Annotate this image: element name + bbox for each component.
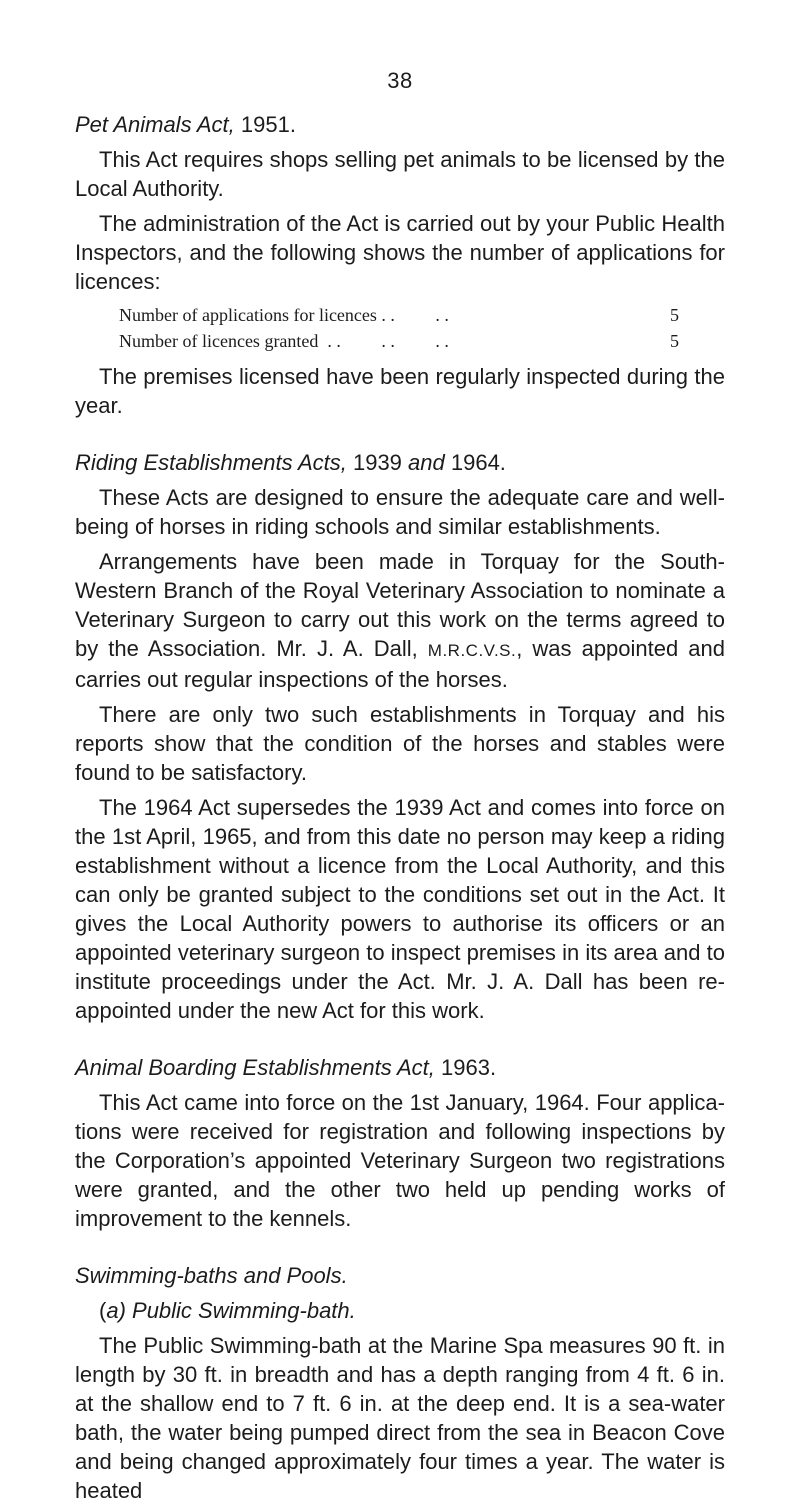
swimming-subheading — [75, 1296, 725, 1325]
boarding-paragraph-1: This Act came into force on the 1st January, 1964. Four applications were received for registration and following inspections by the Corporation’s appointed Veterinary Surgeon two registrations were granted, and the other two held up pending works of improvement to the kennels. — [75, 1090, 725, 1231]
swimming-paragraph-1: The Public Swimming-bath at the Marine Spa measures 90 ft. in length by 30 ft. in breadth and has a depth ranging from 4 ft. 6 in. at the shallow end to 7 ft. 6 in. at the deep end. It is a sea-water bath, the water being pumped direct from the sea in Beacon Cove and being changed approximately four times a year. The water is heated — [75, 1333, 725, 1503]
riding-p2-end: , was appointed and carries out regular inspections of the horses. — [75, 636, 725, 692]
pet-animals-paragraph-3: The premises licensed have been regularly inspected during the year. — [75, 364, 725, 418]
riding-paragraph-4: The 1964 Act supersedes the 1939 Act and comes into force on the 1st April, 1965, and from this date no person may keep a riding establishment without a licence from the Local Authority, and this can only be granted subject to the conditions set out in the Act. It gives the Local Authority powers to authorise its officers or an appointed veterinary surgeon to inspect premises in its area and to institute proceedings under the Act. Mr. J. A. Dall has been re-appointed under the new Act for this work. — [75, 795, 725, 1023]
stat-row-granted — [119, 328, 679, 354]
swimming-title: Swimming-baths and Pools. — [75, 1263, 348, 1288]
riding-title: Riding Establishments Acts, — [75, 450, 347, 475]
swimming-heading — [75, 1261, 725, 1290]
riding-paragraph-3: There are only two such establishments in Torquay and his reports show that the condition of the horses and stables were found to be satisfactory. — [75, 702, 725, 785]
boarding-year: 1963. — [434, 1055, 497, 1080]
riding-year-1: 1939 — [346, 450, 409, 475]
boarding-title: Animal Boarding Establishments Act, — [75, 1055, 435, 1080]
riding-paragraph-1: These Acts are designed to ensure the adequate care and well-being of horses in riding schools and similar establishments. — [75, 485, 725, 539]
boarding-heading — [75, 1053, 725, 1082]
riding-and: and — [408, 450, 445, 475]
licence-statistics — [75, 302, 679, 354]
section-gap — [75, 1239, 725, 1261]
stat-value: 5 — [670, 331, 679, 351]
riding-year-2: 1964. — [444, 450, 506, 475]
riding-heading — [75, 448, 725, 477]
pet-animals-paragraph-2: The administration of the Act is carried out by your Public Health Inspectors, and the following shows the number of applications for licences: — [75, 211, 725, 294]
stat-label: Number of applications for licences . . . . — [119, 305, 449, 325]
stat-label: Number of licences granted . . . . . . — [119, 331, 449, 351]
riding-p2-qualification: M.R.C.V.S. — [427, 641, 517, 660]
pet-animals-paragraph-1: This Act requires shops selling pet animals to be licensed by the Local Authority. — [75, 147, 725, 201]
sub-rest: ) Public Swimming-bath. — [118, 1298, 356, 1323]
sub-letter: a — [106, 1298, 119, 1323]
section-gap — [75, 426, 725, 448]
page-content — [75, 110, 725, 1511]
section-gap — [75, 1031, 725, 1053]
sub-prefix: ( — [99, 1298, 107, 1323]
stat-value: 5 — [670, 305, 679, 325]
stat-row-applications — [119, 302, 679, 328]
pet-animals-year: 1951. — [234, 112, 296, 137]
page-number: 38 — [387, 68, 413, 93]
pet-animals-heading — [75, 110, 725, 139]
pet-animals-title: Pet Animals Act, — [75, 112, 235, 137]
riding-p2-start: Arrangements have been made in Torquay for the South-Western Branch of the Royal Veterinary Association to nominate a Veterinary Surgeon to carry out this work on the terms agreed to by the Association. Mr. J. A. Dall, — [75, 549, 725, 661]
riding-paragraph-2 — [75, 547, 725, 694]
